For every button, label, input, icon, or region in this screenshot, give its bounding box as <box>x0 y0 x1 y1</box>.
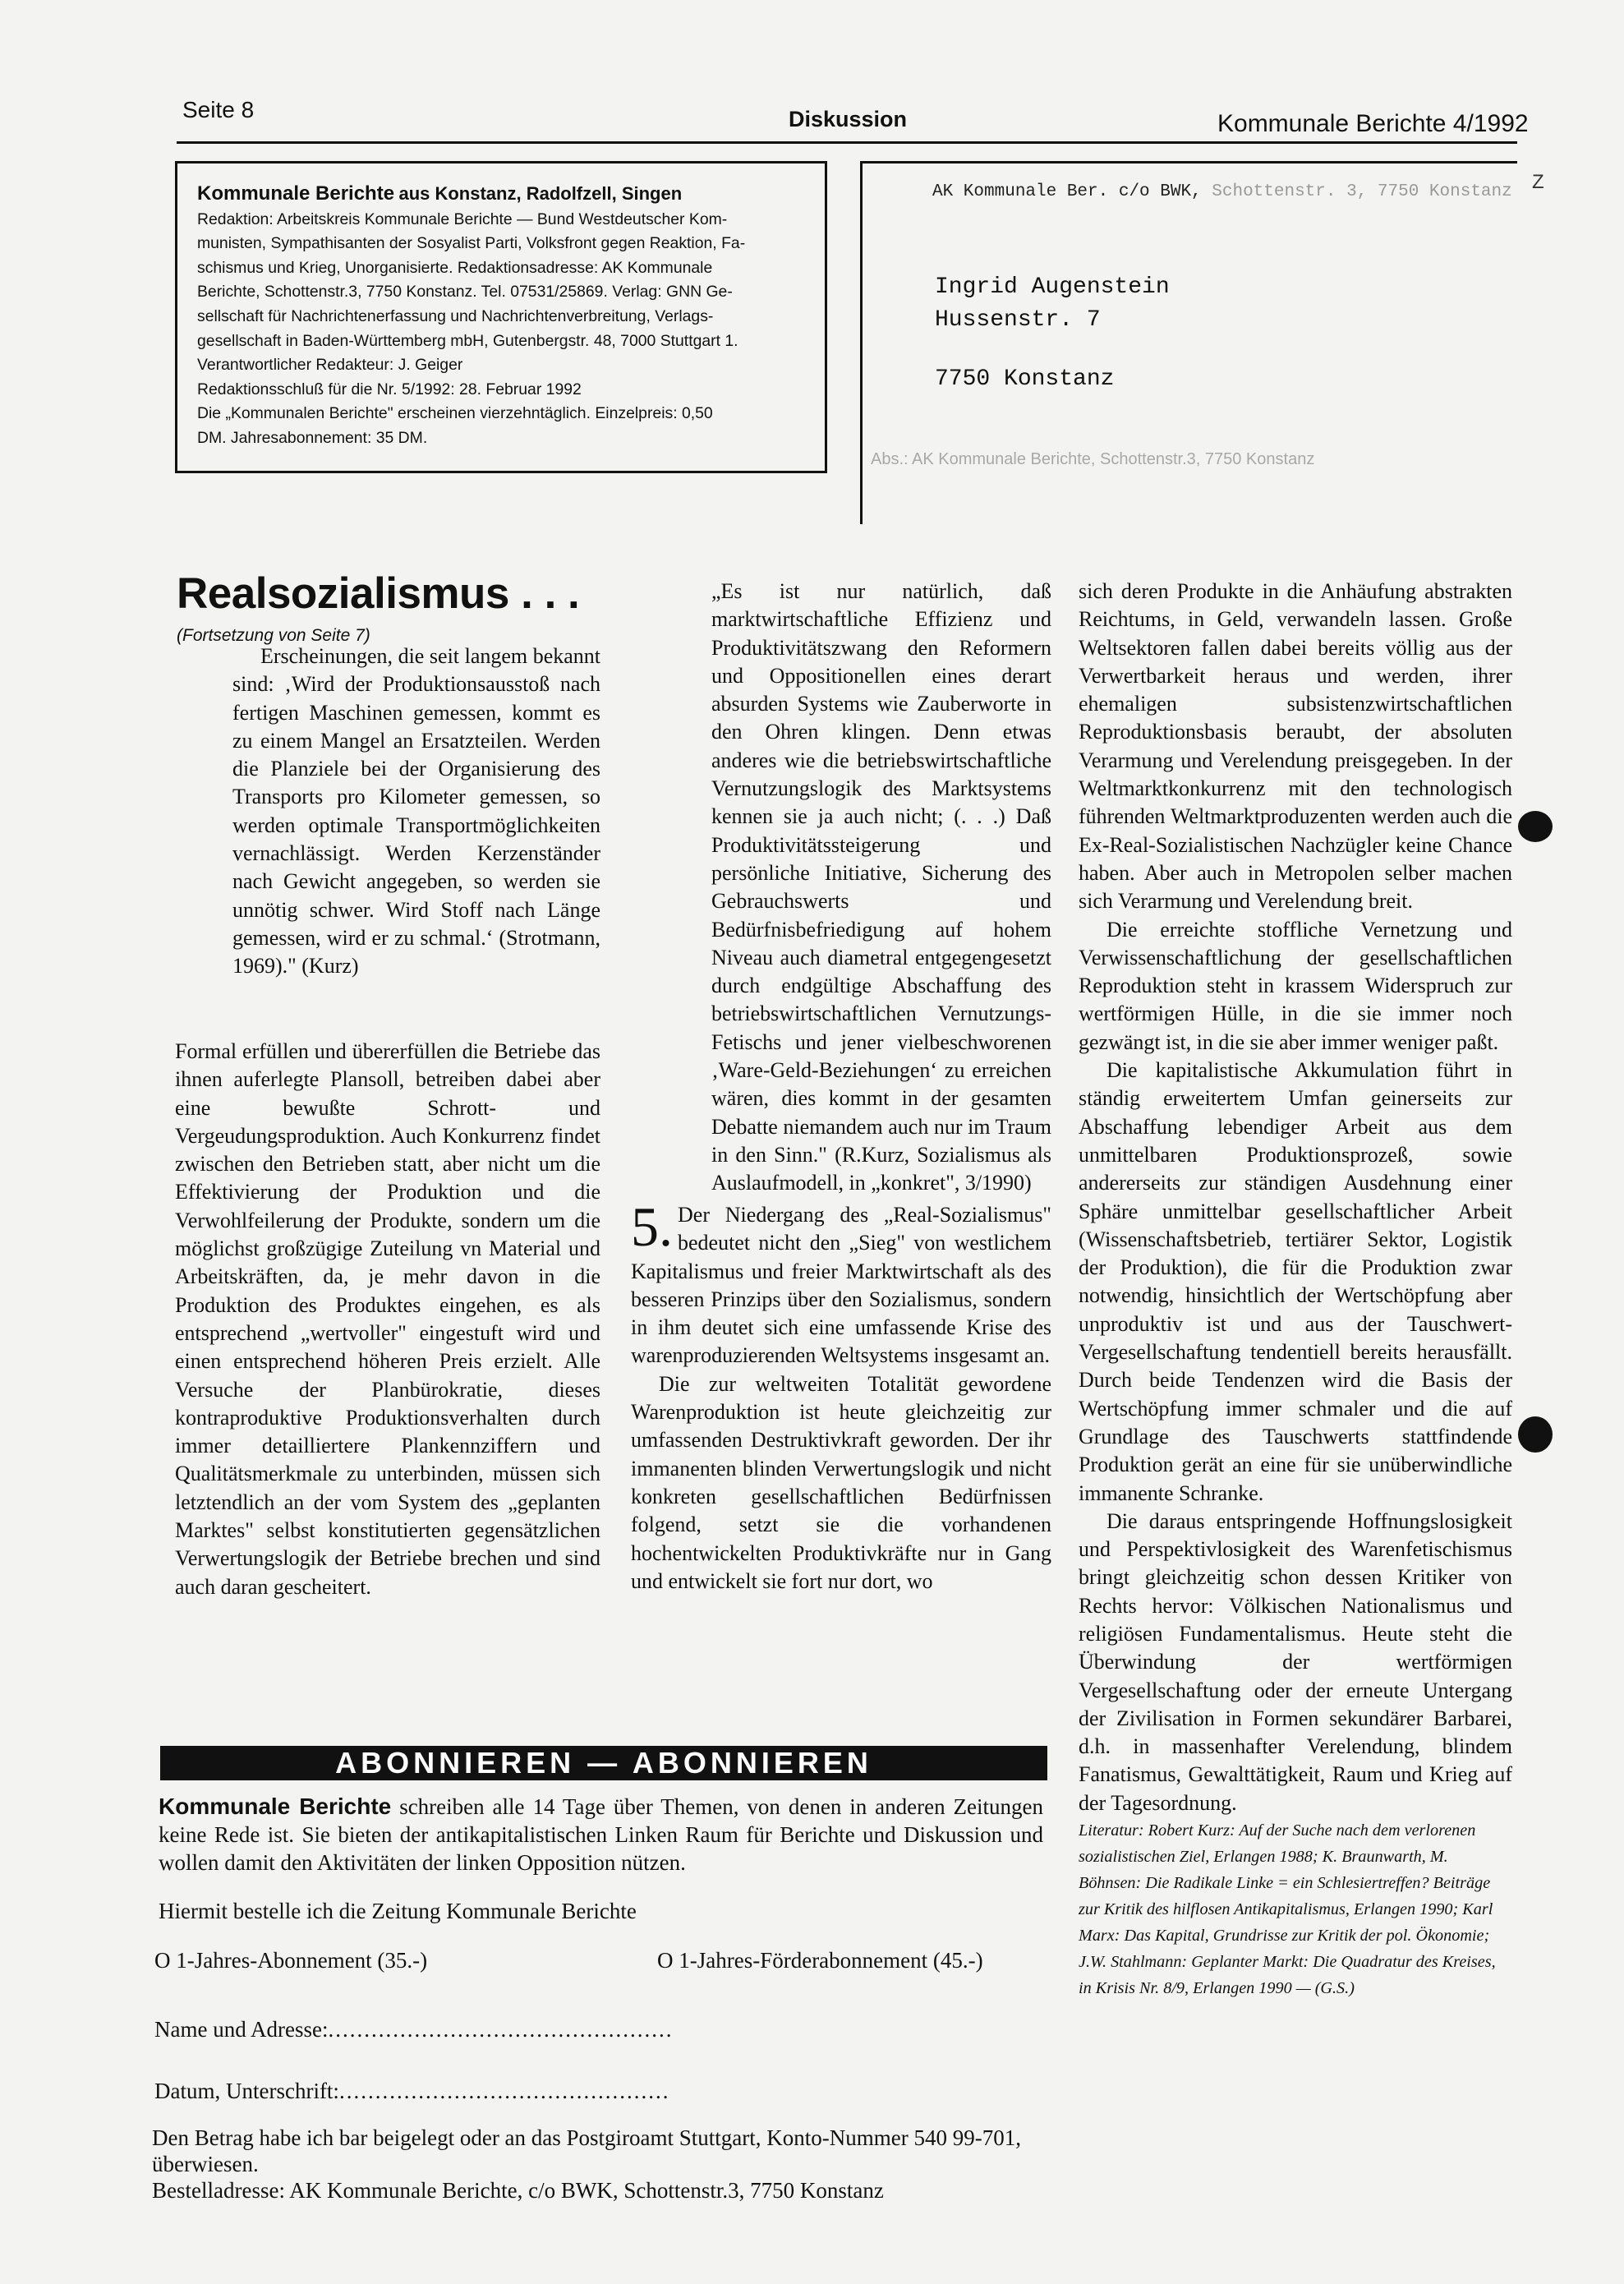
name-address-label: Name und Adresse: <box>154 2017 329 2042</box>
impressum-brand: Kommunale Berichte <box>197 182 395 205</box>
name-address-field[interactable] <box>154 2017 673 2042</box>
impressum-location: aus Konstanz, Radolfzell, Singen <box>398 183 683 204</box>
name-address-dots: ................................................ <box>328 2017 674 2042</box>
column-1-quote: Erscheinungen, die seit langem bekannt sind: ‚Wird der Produktionsausstoß nach fertigen Maschinen gemessen, kommt es zu einem Mangel an Ersatzteilen. Werden die Planziele bei der Organisierung des Transports pro Kilometer gemessen, so werden optimale Transportmöglichkeiten vernachlässigt. Werden Kerzenständer nach Gewicht angegeben, so werden sie unnötig schwer. Wird Stoff nach Länge gemessen, wird er zu schmal.‘ (Strotmann, 1969)." (Kurz) <box>232 644 600 979</box>
recipient-name: Ingrid Augenstein <box>935 274 1170 300</box>
punch-hole <box>1518 811 1553 842</box>
sender-line <box>932 182 1512 201</box>
column-2-body <box>631 1195 1051 1596</box>
address-box <box>860 161 1517 524</box>
corner-mark: Z <box>1532 171 1544 193</box>
sender-faded: Schottenstr. 3, 7750 Konstanz <box>1212 182 1512 201</box>
subscribe-banner-text: ABONNIEREN — ABONNIEREN <box>335 1746 872 1780</box>
column-2-quote: „Es ist nur natürlich, daß marktwirtschaftliche Effizienz und Produktivitätszwang den Reformern und Oppositionellen eines derart absurden Systems wie Zauberworte in den Ohren klingen. Denn etwas anderes wie die betriebswirtschaftliche Vernutzungslogik des Marktsystems kennen sie ja auch nicht; (. . .) Daß Produktivitätssteigerung und persönliche Initiative, Sicherung des Gebrauchswerts und Bedürfnisbefriedigung auf hohem Niveau auch diametral entgegengesetzt durch endgültige Abschaffung des betriebswirtschaftlichen Vernutzungs-Fetischs und jener vielbeschworenen ‚Ware-Geld-Beziehungen‘ zu erreichen wären, dies kommt in der gesamten Debatte niemandem auch nur im Traum in den Sinn." (R.Kurz, Sozialismus als Auslaufmodell, in „konkret", 3/1990) <box>711 579 1051 1195</box>
recipient-street: Hussenstr. 7 <box>935 307 1101 333</box>
payment-text: Den Betrag habe ich bar beigelegt oder an das Postgiroamt Stuttgart, Konto-Nummer 540 99-701, überwiesen. <box>152 2125 1021 2176</box>
issue-label: Kommunale Berichte 4/1992 <box>1217 110 1529 137</box>
paragraph: Die erreichte stoffliche Vernetzung und Verwissenschaftlichung der gesellschaftlichen Reproduktion steht in krassem Widerspruch zur wertförmigen Hülle, in die sie immer noch gezwängt ist, in die sie aber immer weniger paßt. <box>1079 917 1512 1054</box>
subscribe-brand: Kommunale Berichte <box>159 1794 392 1819</box>
option-supporter-subscription[interactable]: O 1-Jahres-Förderabonnement (45.-) <box>657 1948 983 1973</box>
impressum-line: Verantwortlicher Redakteur: J. Geiger <box>197 356 463 375</box>
date-signature-field[interactable] <box>154 2079 669 2104</box>
date-signature-dots: .............................................. <box>338 2079 670 2103</box>
impressum-line: Die „Kommunalen Berichte" erscheinen vierzehntäglich. Einzelpreis: 0,50 <box>197 404 713 423</box>
article-subtitle: (Fortsetzung von Seite 7) <box>177 626 370 645</box>
column-1-body: Formal erfüllen und übererfüllen die Betriebe das ihnen auferlegte Plansoll, betreiben dabei aber eine bewußte Schrott- und Vergeudungsproduktion. Auch Konkurrenz findet zwischen den Betrieben statt, aber nicht um die Effektivierung der Produktion und die Verwohlfeilerung der Produkte, sondern um die möglichst großzügige Zuteilung vn Material und Arbeitskräften, da, je mehr davon in die Produktion des Produktes eingehen, es als entsprechend „wertvoller" eingestuft wird und einen entsprechend höheren Preis erzielt. Alle Versuche der Planbürokratie, dieses kontraproduktive Produktionsverhalten durch immer detailliertere Plankennziffern und Qualitätsmerkmale zu unterbinden, müssen sich letztendlich an der vom System des „geplanten Marktes" selbst konstitutierten gegensätzlichen Verwertungslogik der Betriebe brechen und sind auch daran gescheitert. <box>175 1039 600 1599</box>
paragraph: sich deren Produkte in die Anhäufung abstrakten Reichtums, in Geld, verwandeln lassen. Große Weltsektoren fallen dabei bereits völlig aus der Verwertbarkeit heraus und werden, ihrer ehemaligen subsistenzwirtschaftlichen Reproduktionsbasis beraubt, der absoluten Verarmung und Verelendung preisgegeben. In der Weltmarktkonkurrenz mit den technologisch führenden Weltmarktproduzenten werden auch die Ex-Real-Sozialistischen Nachzügler keine Chance haben. Aber auch in Metropolen selber machen sich Verarmung und Verelendung breit. <box>1079 579 1512 914</box>
impressum-line: sellschaft für Nachrichtenerfassung und Nachrichtenverbreitung, Verlags- <box>197 306 714 325</box>
section-5-paragraph <box>631 1195 1051 1370</box>
punch-hole <box>1518 1416 1553 1453</box>
section-5-text: Der Niedergang des „Real-Sozialismus" bedeutet nicht den „Sieg" von westlichem Kapitalismus und freier Marktwirtschaft als des besseren Prinzips über den Sozialismus, sondern in ihm deutet sich eine umfassende Krise des warenproduzierenden Weltsystems insgesamt an. <box>631 1203 1051 1368</box>
literature-list: Literatur: Robert Kurz: Auf der Suche nach dem verlorenen sozialistischen Ziel, Erlangen 1988; K. Braunwarth, M. Böhnsen: Die Radikale Linke = ein Schlesiertreffen? Beiträge zur Kritik des hilflosen Antikapitalismus, Erlangen 1990; Karl Marx: Das Kapital, Grundrisse zur Kritik der pol. Ökonomie; J.W. Stahlmann: Geplanter Markt: Die Quadratur des Kreises, in Krisis Nr. 8/9, Erlangen 1990 — (G.S.) <box>1079 1821 1496 1998</box>
paragraph: Die zur weltweiten Totalität gewordene Warenproduktion ist heute gleichzeitig zur umfassenden Destruktivkraft geworden. Der ihr immanenten blinden Verwertungslogik und nicht konkreten gesellschaftlichen Bedürfnissen folgend, setzt sie die vorhandenen hochentwickelten Produktivkräfte nur in Gang und entwickelt sie fort nur dort, wo <box>631 1371 1051 1593</box>
payment-info <box>152 2125 1047 2203</box>
impressum-line: gesellschaft in Baden-Württemberg mbH, Gutenbergstr. 48, 7000 Stuttgart 1. <box>197 331 738 350</box>
paragraph: Die kapitalistische Akkumulation führt in ständig erweitertem Umfan geinerseits zur Abschaffung lebendiger Arbeit aus dem unmittelbaren Produktionsprozeß, sowie andererseits zur ständigen Ausdehnung einer Sphäre unmittelbar gesellschaftlicher Arbeit (Wissenschaftsbetrieb, tertiärer Sektor, Logistik der Produktion), die für die Produktion zwar notwendig, hinsichtlich der Wertschöpfung aber unproduktiv ist und aus der Tauschwert-Vergesellschaftung tendentiell bereits herausfällt. Durch beide Tendenzen wird die Basis der Wertschöpfung immer schmaler und die auf Grundlage des Tauschwerts stattfindende Produktion gerät an eine für sie unüberwindliche immanente Schranke. <box>1079 1058 1512 1505</box>
sender-text: AK Kommunale Ber. c/o BWK, <box>932 182 1202 201</box>
date-signature-label: Datum, Unterschrift: <box>154 2079 339 2103</box>
impressum-line: schismus und Krieg, Unorganisierte. Redaktionsadresse: AK Kommunale <box>197 258 713 277</box>
order-address: Bestelladresse: AK Kommunale Berichte, c/o BWK, Schottenstr.3, 7750 Konstanz <box>152 2178 884 2203</box>
section-title: Diskussion <box>789 107 908 131</box>
impressum-line: Berichte, Schottenstr.3, 7750 Konstanz. Tel. 07531/25869. Verlag: GNN Ge- <box>197 283 733 302</box>
impressum-line: Redaktion: Arbeitskreis Kommunale Berichte — Bund Westdeutscher Kom- <box>197 210 728 228</box>
impressum-title <box>197 182 805 208</box>
column-3 <box>1079 578 1512 2001</box>
return-label: Abs.: AK Kommunale Berichte, Schottenstr.3, 7750 Konstanz <box>871 450 1315 468</box>
impressum-line: munisten, Sympathisanten der Sosyalist Parti, Volksfront gegen Reaktion, Fa- <box>197 234 746 253</box>
impressum-line: DM. Jahresabonnement: 35 DM. <box>197 428 428 447</box>
section-number: 5. <box>631 1195 673 1258</box>
order-statement: Hiermit bestelle ich die Zeitung Kommunale Berichte <box>159 1899 637 1923</box>
impressum-box <box>175 161 827 473</box>
option-yearly-subscription[interactable]: O 1-Jahres-Abonnement (35.-) <box>154 1948 428 1973</box>
page-number: Seite 8 <box>182 97 255 122</box>
subscribe-text: schreiben alle 14 Tage über Themen, von denen in anderen Zeitungen keine Rede ist. Sie bieten der antikapitalistischen Linken Raum für Berichte und Diskussion und wollen damit den Aktivitäten der linken Opposition nützen. <box>159 1794 1044 1875</box>
paragraph: Die daraus entspringende Hoffnungslosigkeit und Perspektivlosigkeit des Warenfetischismus bringt gleichzeitig schon dessen Kritiker von Rechts hervor: Völkischen Nationalismus und religiösen Fundamentalismus. Heute steht die Überwindung der wertförmigen Vergesellschaftung oder der erneute Untergang der Zivilisation in Formen sekundärer Barbarei, d.h. in massenhafter Verelendung, blindem Fanatismus, Gewalttätigkeit, Raum und Krieg auf der Tagesordnung. <box>1079 1508 1512 1815</box>
article-title: Realsozialismus . . . <box>177 569 580 618</box>
recipient-city: 7750 Konstanz <box>935 366 1115 392</box>
subscribe-description <box>159 1793 1043 1876</box>
header-rule <box>177 141 1517 144</box>
impressum-line: Redaktionsschluß für die Nr. 5/1992: 28. Februar 1992 <box>197 380 582 398</box>
recipient-address <box>935 271 1170 337</box>
